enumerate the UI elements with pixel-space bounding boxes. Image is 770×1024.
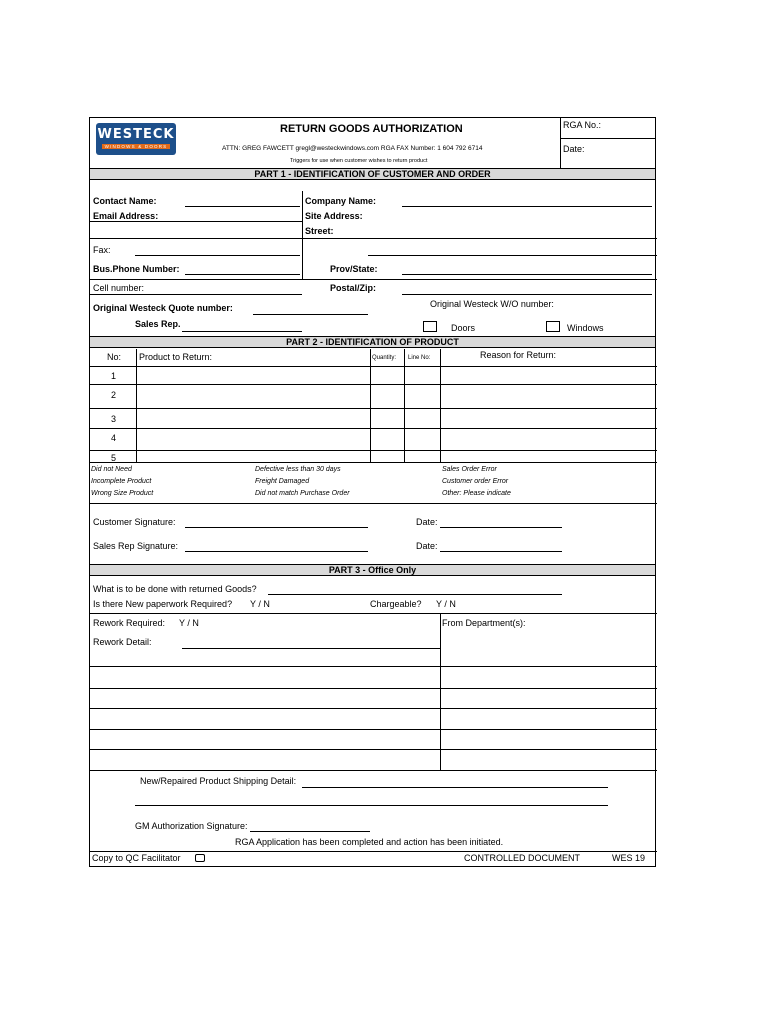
what-done-label: What is to be done with returned Goods? [93,584,257,594]
site-address-label: Site Address: [305,211,363,221]
reason-option: Customer order Error [442,478,509,485]
gm-signature-label: GM Authorization Signature: [135,821,248,831]
rework-required-yn[interactable]: Y / N [179,618,199,628]
col-product-header: Product to Return: [139,352,213,362]
logo-sub-text: WINDOWS & DOORS [102,144,170,149]
quote-number-label: Original Westeck Quote number: [93,303,233,313]
controlled-document-label: CONTROLLED DOCUMENT [464,853,581,863]
reason-option: Wrong Size Product [91,490,154,497]
attn-line: ATTN: GREG FAWCETT gregl@westeckwindows.com RGA FAX Number: 1 604 792 6714 [222,145,483,152]
rga-form [89,117,656,867]
email-label: Email Address: [93,211,159,221]
street-field[interactable] [90,238,657,239]
address-line-field[interactable] [368,255,657,256]
postal-label: Postal/Zip: [330,283,377,293]
what-done-field[interactable] [268,594,562,595]
reason-option: Did not match Purchase Order [255,490,350,497]
reason-option: Other: Please indicate [442,490,511,497]
document-code: WES 19 [612,853,646,863]
shipping-detail-field-2[interactable] [135,805,608,806]
prov-state-field[interactable] [402,274,652,275]
sales-rep-signature-field[interactable] [185,551,368,552]
col-quantity-header: Quantity: [372,355,397,361]
prov-state-label: Prov/State: [330,264,378,274]
fax-label: Fax: [93,245,111,255]
part3-title: PART 3 - Office Only [90,564,655,576]
windows-label: Windows [567,323,604,333]
doors-checkbox[interactable] [423,321,437,332]
reason-option: Sales Order Error [442,466,497,473]
sales-rep-label: Sales Rep. [135,319,181,329]
shipping-detail-label: New/Repaired Product Shipping Detail: [140,776,297,786]
cell-label: Cell number: [93,283,145,293]
from-department-label: From Department(s): [442,618,526,628]
contact-name-label: Contact Name: [93,196,157,206]
copy-to-label: Copy to QC Facilitator [92,853,181,863]
fax-field[interactable] [135,255,300,256]
reason-option: Incomplete Product [91,478,152,485]
customer-signature-field[interactable] [185,527,368,528]
trigger-note: Triggers for use when customer wishes to return product [290,158,428,164]
part1-title: PART 1 - IDENTIFICATION OF CUSTOMER AND ORDER [90,168,655,180]
customer-date-label: Date: [416,517,438,527]
shipping-detail-field[interactable] [302,787,608,788]
company-name-label: Company Name: [305,196,377,206]
doors-label: Doors [451,323,476,333]
rga-no-label: RGA No.: [563,120,602,130]
rework-required-label: Rework Required: [93,618,166,628]
reason-option: Defective less than 30 days [255,466,341,473]
col-no-header: No: [107,352,122,362]
customer-date-field[interactable] [440,527,562,528]
new-paperwork-label: Is there New paperwork Required? [93,599,233,609]
bus-phone-label: Bus.Phone Number: [93,264,180,274]
header-date-label: Date: [563,144,585,154]
chargeable-label: Chargeable? [370,599,422,609]
col-reason-header: Reason for Return: [480,350,557,360]
quote-number-field[interactable] [253,314,368,315]
sales-rep-date-label: Date: [416,541,438,551]
sales-rep-field[interactable] [182,331,302,332]
wo-number-label: Original Westeck W/O number: [430,299,554,309]
sales-rep-signature-label: Sales Rep Signature: [93,541,179,551]
col-line-header: Line No: [408,355,431,361]
reason-option: Freight Damaged [255,478,310,485]
windows-checkbox[interactable] [546,321,560,332]
new-paperwork-yn[interactable]: Y / N [250,599,270,609]
bus-phone-field[interactable] [185,274,300,275]
gm-signature-field[interactable] [250,831,370,832]
form-title: RETURN GOODS AUTHORIZATION [280,123,463,135]
row-number: 5 [111,453,117,463]
contact-name-field[interactable] [185,206,300,207]
customer-signature-label: Customer Signature: [93,517,176,527]
reason-option: Did not Need [91,466,132,473]
street-label: Street: [305,226,334,236]
copy-to-checkbox[interactable] [195,854,205,862]
postal-field[interactable] [402,294,652,295]
row-number: 2 [111,390,117,400]
completed-note: RGA Application has been completed and action has been initiated. [235,837,504,847]
chargeable-yn[interactable]: Y / N [436,599,456,609]
part2-title: PART 2 - IDENTIFICATION OF PRODUCT [90,336,655,348]
rework-detail-label: Rework Detail: [93,637,152,647]
rework-detail-field[interactable] [182,648,440,649]
row-number: 4 [111,433,117,443]
row-number: 3 [111,414,117,424]
row-number: 1 [111,371,117,381]
logo-main-text: WESTECK [97,127,175,142]
sales-rep-date-field[interactable] [440,551,562,552]
company-name-field[interactable] [402,206,652,207]
